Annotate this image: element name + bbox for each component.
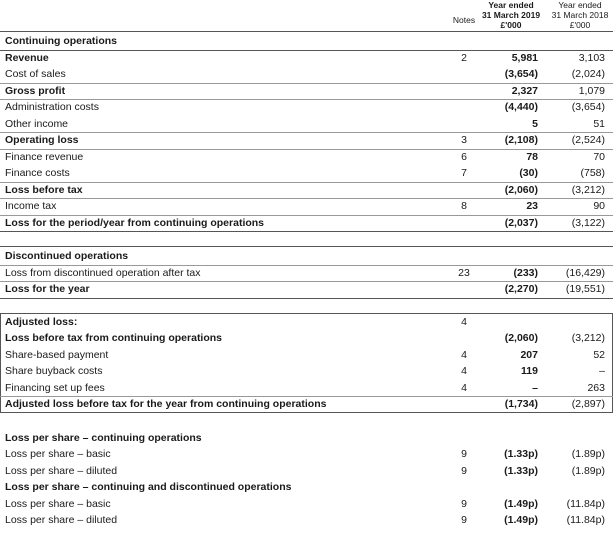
value-2019: (1,734) [504,398,538,410]
header-2019-line3: £'000 [500,20,522,30]
section2-top-rule [0,246,613,247]
table-row [0,496,613,512]
value-2019: 2,327 [511,84,538,97]
value-2019: (1.33p) [504,448,538,461]
row-divider [0,149,613,150]
row-label: Discontinued operations [5,250,129,262]
row-label: Finance costs [5,167,70,179]
row-label: Loss per share – continuing and discontinued operations [5,481,292,494]
value-2019: (2,270) [504,283,538,295]
table-row [0,198,613,214]
table-row [0,165,613,181]
row-label: Loss for the period/year from continuing operations [5,216,265,229]
value-2018: (758) [580,167,605,179]
row-note: 7 [461,167,467,179]
value-2018: (19,551) [565,283,605,295]
value-2019: (1.33p) [504,464,538,477]
row-divider [0,215,613,216]
value-2018: 90 [593,200,605,212]
row-note: 9 [461,464,467,477]
value-2019: 5 [532,117,538,130]
value-2019: (2,037) [504,216,538,229]
value-2018: (3,122) [571,216,605,229]
row-label: Administration costs [5,101,99,113]
column-header-2019 [476,0,546,30]
row-label: Adjusted loss: [5,316,78,328]
row-note: 6 [461,150,467,163]
value-2018: – [599,365,605,378]
table-row [0,50,613,66]
table-row [0,330,613,346]
value-2019: (1.49p) [504,497,538,510]
header-2018-line2: 31 March 2018 [551,10,609,20]
table-row [0,512,613,528]
value-2018: (16,429) [565,266,605,279]
header-2019-line1: Year ended [488,0,534,10]
row-label: Adjusted loss before tax for the year from continuing operations [5,398,327,410]
row-label: Loss before tax from continuing operations [5,332,223,345]
row-note: 4 [461,348,467,361]
value-2018: (11.84p) [566,514,605,526]
table-row [0,463,613,479]
value-2018: (3,654) [571,101,605,113]
value-2018: (11.84p) [566,497,605,510]
row-label: Cost of sales [5,68,66,80]
table-row [0,116,613,132]
value-2019: (233) [513,266,538,279]
row-divider [0,50,613,51]
notes-header: Notes [452,15,476,25]
row-note: 2 [461,51,467,64]
value-2018: (1.89p) [571,448,605,461]
value-2018: 51 [593,117,605,130]
value-2018: (1.89p) [571,464,605,477]
row-label: Loss per share – diluted [5,464,118,477]
table-row [0,281,613,297]
table-row [0,83,613,99]
value-2019: (4,440) [504,101,538,113]
row-note: 23 [458,266,470,279]
row-label: Share buyback costs [5,365,103,378]
table-row [0,182,613,198]
row-note: 9 [461,514,467,526]
row-divider [0,231,613,232]
row-label: Income tax [5,200,57,212]
row-divider [0,265,613,266]
row-label: Loss before tax [5,183,83,196]
row-divider [0,132,613,133]
table-row [0,66,613,82]
table-row [0,380,613,396]
value-2018: (2,524) [571,134,605,146]
row-label: Operating loss [5,134,79,146]
table-row [0,314,613,330]
table-row [0,347,613,363]
row-note: 4 [461,381,467,394]
row-label: Other income [5,117,69,130]
row-divider [0,298,613,299]
row-label: Loss per share – diluted [5,514,118,526]
row-note: 9 [461,497,467,510]
value-2018: 52 [593,348,605,361]
row-label: Finance revenue [5,150,84,163]
value-2019: (2,060) [504,332,538,345]
value-2018: 3,103 [578,51,605,64]
row-label: Revenue [5,51,49,64]
row-divider [0,99,613,100]
header-2019-line2: 31 March 2019 [481,10,541,20]
table-row [0,430,613,446]
row-label: Gross profit [5,84,66,97]
value-2018: (2,024) [571,68,605,80]
value-2018: 263 [587,381,605,394]
value-2018: 1,079 [578,84,605,97]
value-2018: (3,212) [571,183,605,196]
row-divider [0,396,613,397]
row-label: Financing set up fees [5,381,105,394]
value-2019: (1.49p) [504,514,538,526]
value-2019: 23 [526,200,538,212]
value-2019: 119 [521,365,538,378]
value-2019: (3,654) [504,68,538,80]
header-rule [0,31,613,32]
table-row [0,265,613,281]
table-row [0,363,613,379]
row-divider [0,198,613,199]
row-note: 8 [461,200,467,212]
value-2019: 207 [520,348,538,361]
value-2019: 78 [526,150,538,163]
row-note: 4 [461,365,467,378]
value-2018: 70 [593,150,605,163]
value-2019: 5,981 [511,51,538,64]
header-2018-line1: Year ended [558,0,602,10]
table-row [0,99,613,115]
row-label: Continuing operations [5,35,117,47]
table-row [0,396,613,412]
value-2018: (3,212) [571,332,605,345]
row-note: 9 [461,448,467,461]
table-row [0,248,613,264]
table-row [0,149,613,165]
row-label: Loss for the year [5,283,90,295]
row-note: 3 [461,134,467,146]
table-row [0,446,613,462]
row-label: Loss per share – basic [5,448,111,461]
row-label: Loss from discontinued operation after tax [5,266,201,279]
table-row [0,33,613,49]
value-2019: (2,060) [504,183,538,196]
row-note: 4 [461,316,467,328]
row-label: Loss per share – continuing operations [5,432,202,444]
value-2018: (2,897) [571,398,605,410]
row-divider [0,281,613,282]
header-2018-line3: £'000 [569,20,591,30]
table-row [0,132,613,148]
table-row [0,215,613,231]
row-label: Share-based payment [5,348,109,361]
value-2019: (2,108) [504,134,538,146]
value-2019: (30) [519,167,538,179]
column-header-2018 [548,0,612,30]
row-divider [0,182,613,183]
row-label: Loss per share – basic [5,497,111,510]
value-2019: – [532,381,538,394]
row-divider [0,83,613,84]
table-row [0,479,613,495]
